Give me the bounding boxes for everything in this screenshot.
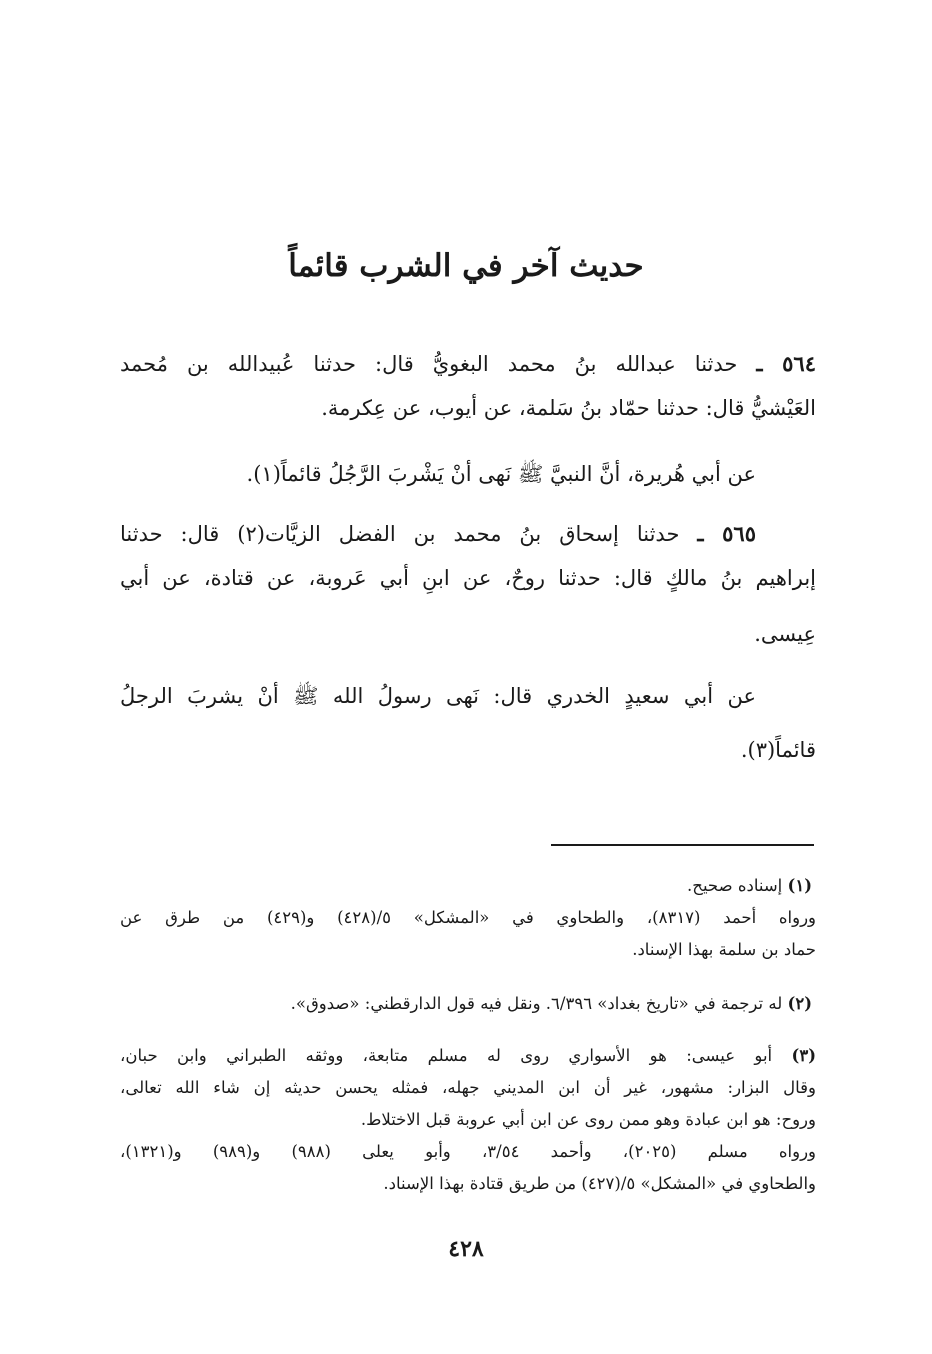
hadith-565-line-3: عِيسى.: [754, 622, 816, 646]
footnote-3-line-4: ورواه مسلم (٢٠٢٥)، وأحمد ٣/٥٤، وأبو يعلى (٩٨٨) و(٩٨٩) و(١٣٢١)،: [120, 1142, 816, 1161]
footnote-2-line-1: [120, 988, 816, 1020]
hadith-565-line-2: إبراهيم بنُ مالكٍ قال: حدثنا روحٌ، عن ابنِ أبي عَروبة، عن قتادة، عن أبي: [120, 566, 816, 590]
footnote-3-line-2: وقال البزار: مشهور، غير أن ابن المديني جهله، فمثله يحسن حديثه إن شاء الله تعالى،: [120, 1078, 816, 1097]
footnote-3-line-5: والطحاوي في «المشكل» ٥/(٤٢٧) من طريق قتادة بهذا الإسناد.: [383, 1174, 816, 1193]
hadith-565-matn-line-2: قائماً(٣).: [740, 738, 816, 762]
footnote-separator: [551, 844, 814, 846]
hadith-564-matn-text: عن أبي هُريرة، أنَّ النبيَّ ﷺ نَهى أنْ يَشْربَ الرَّجُلُ قائماً(١).: [246, 462, 756, 486]
hadith-564-matn: [120, 452, 816, 496]
footnote-1-marker: (١): [787, 876, 812, 895]
footnote-2-marker: (٢): [787, 994, 812, 1013]
page-number: ٤٢٨: [448, 1236, 484, 1262]
footnote-3-line-1: [120, 1040, 816, 1072]
hadith-565: [120, 512, 816, 656]
hadith-564-line-1: [120, 342, 816, 386]
hadith-565-number: ٥٦٥ ـ: [697, 521, 756, 546]
hadith-564-line-2: العَيْشيُّ قال: حدثنا حمّاد بنُ سَلمة، عن أيوب، عن عِكرمة.: [321, 396, 816, 420]
hadith-564-line-1-text: حدثنا عبدالله بنُ محمد البغويُّ قال: حدثنا عُبيدالله بن مُحمد: [120, 352, 738, 376]
hadith-564: [120, 342, 816, 430]
footnote-2-line-1-text: له ترجمة في «تاريخ بغداد» ٦/٣٩٦. ونقل فيه قول الدارقطني: «صدوق».: [290, 994, 783, 1013]
section-heading: حديث آخر في الشرب قائماً: [288, 248, 644, 284]
footnote-3: [120, 1040, 816, 1200]
hadith-565-line-1: [120, 512, 816, 556]
hadith-565-line-1-text: حدثنا إسحاق بنُ محمد بن الفضل الزيَّات(٢) قال: حدثنا: [120, 522, 680, 546]
footnote-1: [120, 870, 816, 966]
hadith-565-matn-line-1: عن أبي سعيدٍ الخدري قال: نَهى رسولُ الله ﷺ أنْ يشربَ الرجلُ: [120, 684, 756, 708]
footnote-3-line-3: وروح: هو ابن عبادة وهو ممن روى عن ابن أبي عروبة قبل الاختلاط.: [360, 1110, 816, 1129]
footnote-3-line-1-text: أبو عيسى: هو الأسواري روى له مسلم متابعة، ووثقه الطبراني وابن حبان،: [120, 1046, 773, 1065]
footnote-1-line-2: ورواه أحمد (٨٣١٧)، والطحاوي في «المشكل» ٥/(٤٢٨) و(٤٢٩) من طرق عن: [120, 908, 817, 927]
footnote-3-marker: (٣): [791, 1046, 816, 1065]
footnote-1-line-1-text: إسناده صحيح.: [687, 876, 783, 895]
hadith-565-matn: [120, 674, 816, 772]
hadith-564-number: ٥٦٤ ـ: [756, 351, 816, 376]
footnote-1-line-1: [120, 870, 816, 902]
footnote-1-line-3: حماد بن سلمة بهذا الإسناد.: [632, 940, 816, 959]
footnote-2: [120, 988, 816, 1020]
